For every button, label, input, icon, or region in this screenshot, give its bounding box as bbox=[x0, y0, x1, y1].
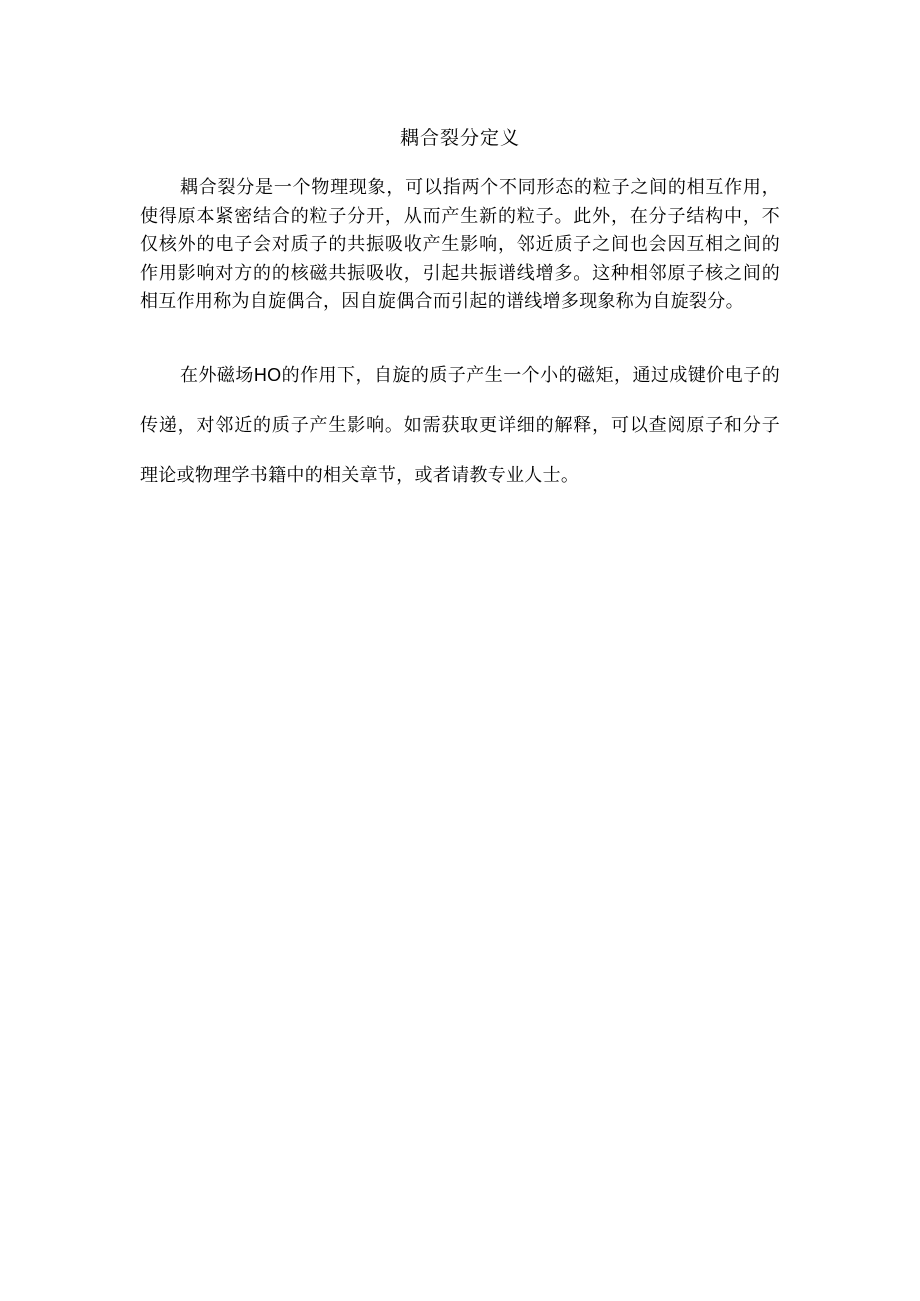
document-title: 耦合裂分定义 bbox=[399, 127, 520, 149]
paragraph-magnetic-field bbox=[140, 350, 780, 501]
magnetic-field-symbol: HO bbox=[253, 365, 282, 385]
paragraph-definition: 耦合裂分是一个物理现象，可以指两个不同形态的粒子之间的相互作用，使得原本紧密结合的粒子分开，从而产生新的粒子。此外，在分子结构中，不仅核外的电子会对质子的共振吸收产生影响，邻近质子之间也会因互相之间的作用影响对方的的核磁共振吸收，引起共振谱线增多。这种相邻原子核之间的相互作用称为自旋偶合，因自旋偶合而引起的谱线增多现象称为自旋裂分。 bbox=[140, 177, 780, 312]
paragraph-magnetic-field-text-end: 的作用下，自旋的质子产生一个小的磁矩，通过成键价电子的传递，对邻近的质子产生影响。如需获取更详细的解释，可以查阅原子和分子理论或物理学书籍中的相关章节，或者请教专业人士。 bbox=[140, 365, 780, 486]
paragraph-magnetic-field-text-start: 在外磁场 bbox=[180, 365, 254, 386]
